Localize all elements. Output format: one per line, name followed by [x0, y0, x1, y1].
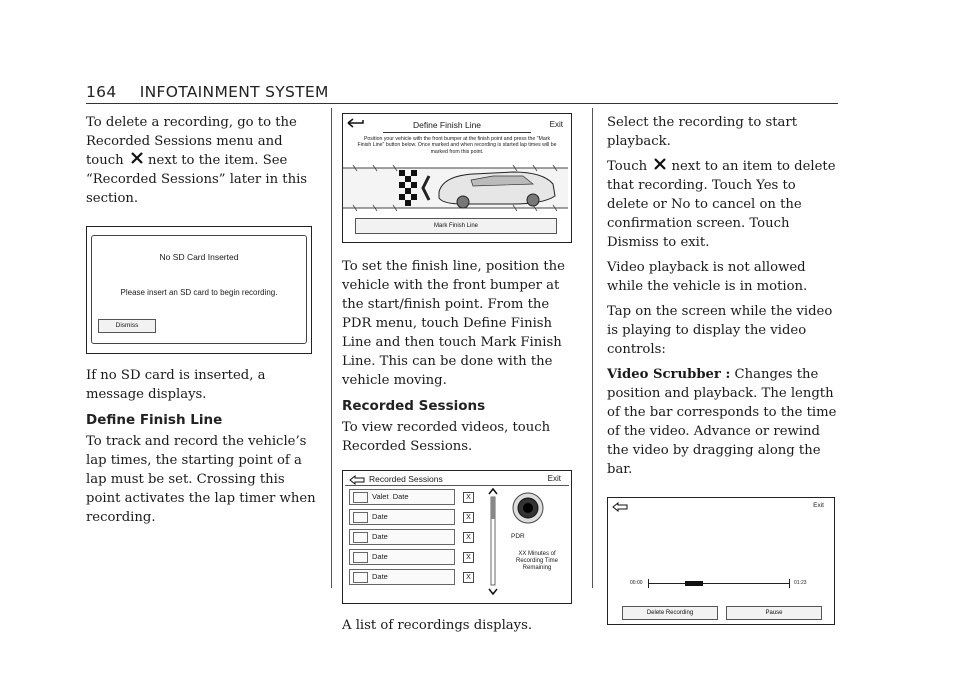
sessions-title: Recorded Sessions [369, 474, 443, 484]
recording-date: Date [392, 492, 409, 501]
time-end: 01:23 [794, 580, 807, 586]
video-player-figure [607, 497, 835, 625]
delete-x-button[interactable]: X [463, 492, 474, 503]
recording-row[interactable] [349, 569, 455, 585]
recording-row[interactable] [349, 489, 455, 505]
player-exit-button[interactable]: Exit [813, 502, 824, 509]
no-sd-message: Please insert an SD card to begin recording. [120, 288, 278, 297]
column-1 [86, 113, 322, 533]
column-3 [607, 113, 840, 637]
sessions-title-rule [345, 485, 569, 486]
delete-x-button[interactable]: X [463, 572, 474, 583]
delete-instructions [86, 113, 322, 208]
back-arrow-icon[interactable] [347, 118, 365, 128]
dismiss-button[interactable]: Dismiss [98, 319, 156, 333]
recording-label: Valet [372, 492, 389, 501]
recording-label: Date [372, 512, 388, 521]
pdr-label: PDR [511, 533, 525, 540]
mark-finish-line-button[interactable]: Mark Finish Line [355, 218, 557, 234]
page-number: 164 [86, 83, 117, 101]
thumbnail-icon [353, 552, 368, 563]
back-arrow-icon[interactable] [349, 475, 365, 485]
recording-row[interactable] [349, 509, 455, 525]
finish-line-scene [343, 162, 568, 214]
finish-line-title: Define Finish Line [413, 120, 482, 130]
scrubber-start-cap [648, 579, 649, 588]
scrollbar[interactable] [487, 487, 499, 597]
delete-x-icon [653, 157, 667, 171]
no-sd-figure [86, 226, 312, 354]
delete-item-text-a: Touch [607, 159, 648, 174]
define-finish-line-heading: Define Finish Line [86, 412, 223, 428]
column-divider-2 [592, 108, 593, 588]
title-underline [383, 132, 531, 133]
recording-row[interactable] [349, 529, 455, 545]
no-sd-dialog [91, 235, 307, 344]
video-scrubber-paragraph [607, 365, 840, 479]
column-2 [342, 113, 580, 641]
delete-x-button[interactable]: X [463, 532, 474, 543]
thumbnail-icon [353, 572, 368, 583]
delete-text-a: To delete a recording, go to the Recorded Sessions menu and touch [86, 115, 297, 168]
finish-instructions: Position your vehicle with the front bumper at the finish point and press the "Mark Finish Line" button below. Once marked and when recording is started lap times will be marked from this point. [357, 136, 557, 155]
thumbnail-icon [353, 532, 368, 543]
column-divider-1 [331, 108, 332, 588]
back-arrow-icon[interactable] [612, 502, 628, 512]
define-finish-line-paragraph: To track and record the vehicle’s lap times, the starting point of a lap must be set. Crossing this point activates the lap timer when recording. [86, 434, 316, 525]
sessions-exit-button[interactable]: Exit [547, 474, 561, 483]
finish-line-paragraph: To set the finish line, position the vehicle with the front bumper at the start/finish point. From the PDR menu, touch Define Finish Line and then touch Mark Finish Line. This can be done with the vehicle moving. [342, 259, 565, 388]
delete-text-b: next to the item. See “Recorded Sessions” later in this section. [86, 153, 308, 206]
recorded-sessions-heading: Recorded Sessions [342, 398, 486, 414]
recording-label: Date [372, 572, 388, 581]
delete-item-paragraph [607, 157, 840, 252]
scrubber-handle[interactable] [685, 581, 703, 586]
delete-x-button[interactable]: X [463, 552, 474, 563]
recording-row[interactable] [349, 549, 455, 565]
delete-x-icon [130, 151, 144, 165]
delete-item-text-b: next to an item to delete that recording. Touch Yes to delete or No to cancel on the confirmation screen. Touch Dismiss to exit. [607, 159, 836, 250]
recorded-sessions-paragraph: To view recorded videos, touch Recorded Sessions. [342, 420, 551, 454]
pdr-camera-icon[interactable] [511, 491, 545, 525]
thumbnail-icon [353, 512, 368, 523]
page-header [86, 83, 329, 101]
header-rule [86, 103, 838, 104]
playback-motion-paragraph: Video playback is not allowed while the vehicle is in motion. [607, 260, 808, 294]
no-sd-paragraph: If no SD card is inserted, a message displays. [86, 368, 266, 402]
scrubber-end-cap [789, 579, 790, 588]
time-start: 00:00 [630, 580, 643, 586]
recording-label: Date [372, 552, 388, 561]
recording-label: Date [372, 532, 388, 541]
section-title: INFOTAINMENT SYSTEM [139, 83, 329, 101]
video-scrubber-bar[interactable] [648, 583, 790, 584]
thumbnail-icon [353, 492, 368, 503]
delete-recording-button[interactable]: Delete Recording [622, 606, 718, 620]
delete-x-button[interactable]: X [463, 512, 474, 523]
pause-button[interactable]: Pause [726, 606, 822, 620]
recorded-sessions-figure [342, 470, 572, 604]
finish-exit-button[interactable]: Exit [549, 120, 563, 129]
video-scrubber-text: Changes the position and playback. The length of the bar corresponds to the time of the video. Advance or rewind the video by dragging along the bar. [607, 367, 837, 477]
video-scrubber-term: Video Scrubber : [607, 367, 731, 382]
select-recording-paragraph: Select the recording to start playback. [607, 115, 798, 149]
list-displays-paragraph: A list of recordings displays. [342, 618, 533, 633]
recording-time-remaining: XX Minutes of Recording Time Remaining [515, 551, 559, 571]
tap-controls-paragraph: Tap on the screen while the video is playing to display the video controls: [607, 304, 833, 357]
no-sd-title: No SD Card Inserted [159, 252, 239, 262]
finish-line-figure [342, 113, 572, 243]
